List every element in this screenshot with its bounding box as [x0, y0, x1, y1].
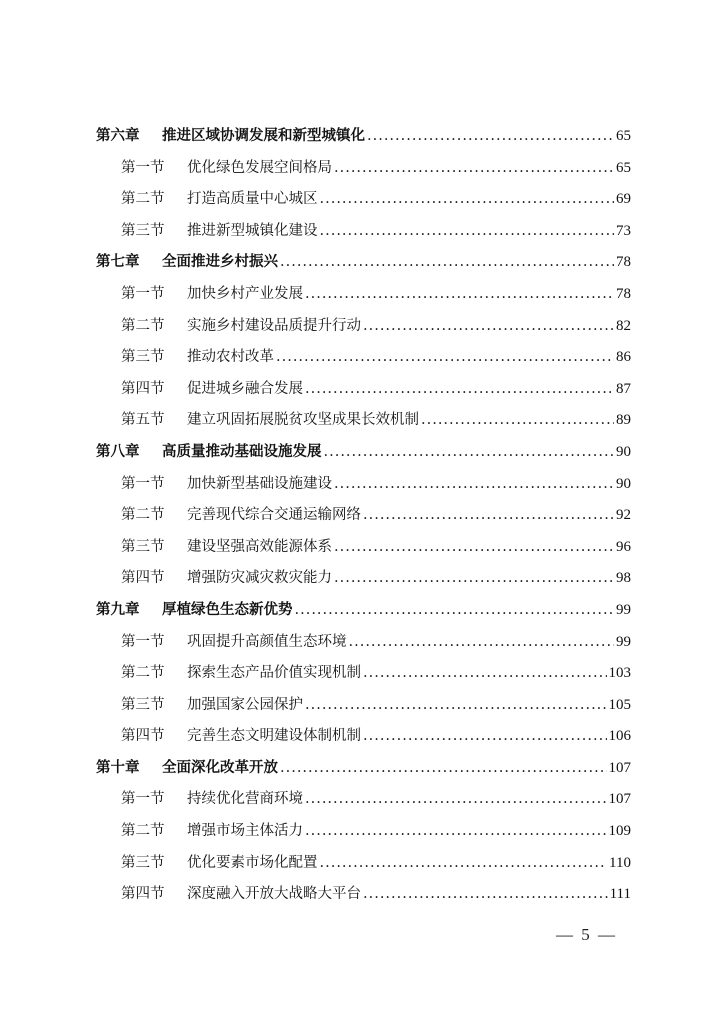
dot-leader: [305, 784, 607, 816]
chapter-title: 高质量推动基础设施发展: [162, 443, 322, 460]
toc-section-row[interactable]: [0, 690, 724, 722]
toc-section-row[interactable]: [0, 279, 724, 311]
dot-leader: [320, 216, 615, 248]
dot-leader: [280, 247, 614, 279]
page-number: 99: [616, 633, 631, 650]
section-title: 完善现代综合交通运输网络: [187, 507, 361, 524]
page-number: 82: [616, 317, 631, 334]
page-number: 103: [608, 665, 631, 682]
dot-leader: [334, 563, 614, 595]
section-title: 增强市场主体活力: [187, 823, 303, 840]
section-number: 第四节: [121, 728, 165, 745]
chapter-number: 第九章: [96, 601, 140, 618]
dot-leader: [320, 848, 608, 880]
page-number: 96: [616, 538, 631, 555]
section-number: 第三节: [121, 854, 165, 871]
dot-leader: [334, 469, 614, 501]
section-title: 实施乡村建设品质提升行动: [187, 317, 361, 334]
dot-leader: [320, 184, 615, 216]
page-number: 98: [616, 570, 631, 587]
section-number: 第三节: [121, 696, 165, 713]
page-number: 92: [616, 507, 631, 524]
dot-leader: [349, 627, 615, 659]
page-number: 107: [608, 791, 631, 808]
section-title: 持续优化营商环境: [187, 791, 303, 808]
toc-chapter-row[interactable]: [0, 121, 724, 153]
section-title: 巩固提升高颜值生态环境: [187, 633, 347, 650]
toc-section-row[interactable]: [0, 627, 724, 659]
toc-section-row[interactable]: [0, 153, 724, 185]
toc-chapter-row[interactable]: [0, 437, 724, 469]
dot-leader: [276, 342, 614, 374]
section-title: 完善生态文明建设体制机制: [187, 728, 361, 745]
section-number: 第二节: [121, 823, 165, 840]
page-number: 65: [616, 128, 631, 144]
section-number: 第四节: [121, 886, 165, 903]
page-number: 109: [608, 823, 631, 840]
dot-leader: [363, 658, 607, 690]
chapter-number: 第十章: [96, 759, 140, 776]
section-title: 推动农村改革: [187, 349, 274, 366]
section-number: 第二节: [121, 317, 165, 334]
toc-section-row[interactable]: [0, 848, 724, 880]
section-title: 优化要素市场化配置: [187, 854, 318, 871]
dot-leader: [324, 437, 615, 469]
dot-leader: [334, 153, 614, 185]
chapter-title: 推进区域协调发展和新型城镇化: [162, 128, 365, 144]
dot-leader: [421, 405, 614, 437]
toc-section-row[interactable]: [0, 816, 724, 848]
dot-leader: [295, 595, 615, 627]
section-title: 加快乡村产业发展: [187, 285, 303, 302]
dot-leader: [305, 279, 614, 311]
page-number: 73: [616, 222, 631, 239]
section-number: 第一节: [121, 159, 165, 176]
page-number: 78: [616, 285, 631, 302]
toc-section-row[interactable]: [0, 311, 724, 343]
section-title: 建设坚强高效能源体系: [187, 538, 332, 555]
dot-leader: [305, 374, 614, 406]
section-number: 第四节: [121, 570, 165, 587]
toc-section-row[interactable]: [0, 721, 724, 753]
section-number: 第三节: [121, 349, 165, 366]
dot-leader: [305, 816, 607, 848]
page-number: 107: [608, 759, 631, 776]
page-number: 111: [609, 886, 631, 903]
toc-chapter-row[interactable]: [0, 595, 724, 627]
dot-leader: [305, 690, 607, 722]
toc-section-row[interactable]: [0, 469, 724, 501]
section-number: 第一节: [121, 633, 165, 650]
page-number: 105: [608, 696, 631, 713]
table-of-contents: [0, 121, 724, 911]
page-number: 106: [608, 728, 631, 745]
dot-leader: [334, 532, 614, 564]
section-title: 推进新型城镇化建设: [187, 222, 318, 239]
section-number: 第一节: [121, 791, 165, 808]
section-title: 深度融入开放大战略大平台: [187, 886, 361, 903]
dot-leader: [363, 500, 614, 532]
chapter-number: 第八章: [96, 443, 140, 460]
section-number: 第一节: [121, 285, 165, 302]
page-number: 90: [616, 475, 631, 492]
page-number: 90: [616, 443, 631, 460]
section-title: 探索生态产品价值实现机制: [187, 665, 361, 682]
toc-section-row[interactable]: [0, 563, 724, 595]
section-title: 增强防灾减灾救灾能力: [187, 570, 332, 587]
section-title: 打造高质量中心城区: [187, 191, 318, 208]
toc-section-row[interactable]: [0, 405, 724, 437]
section-number: 第五节: [121, 412, 165, 429]
page-number: 69: [616, 191, 631, 208]
section-number: 第二节: [121, 507, 165, 524]
section-number: 第二节: [121, 191, 165, 208]
chapter-title: 全面推进乡村振兴: [162, 254, 278, 271]
chapter-number: 第六章: [96, 128, 140, 144]
dot-leader: [363, 311, 614, 343]
toc-chapter-row[interactable]: [0, 753, 724, 785]
section-title: 加快新型基础设施建设: [187, 475, 332, 492]
page-number: 89: [616, 412, 631, 429]
section-number: 第四节: [121, 380, 165, 397]
section-title: 建立巩固拓展脱贫攻坚成果长效机制: [187, 412, 419, 429]
toc-chapter-row[interactable]: [0, 247, 724, 279]
dot-leader: [363, 879, 608, 911]
toc-section-row[interactable]: [0, 342, 724, 374]
page-number: 65: [616, 159, 631, 176]
section-title: 优化绿色发展空间格局: [187, 159, 332, 176]
page-number: 86: [616, 349, 631, 366]
toc-section-row[interactable]: [0, 374, 724, 406]
chapter-title: 厚植绿色生态新优势: [162, 601, 293, 618]
section-number: 第一节: [121, 475, 165, 492]
toc-section-row[interactable]: [0, 500, 724, 532]
chapter-number: 第七章: [96, 254, 140, 271]
page-footer-number: — 5 —: [556, 925, 617, 944]
section-number: 第三节: [121, 538, 165, 555]
toc-section-row[interactable]: [0, 184, 724, 216]
page-number: 78: [616, 254, 631, 271]
dot-leader: [363, 721, 607, 753]
dot-leader: [280, 753, 607, 785]
chapter-title: 全面深化改革开放: [162, 759, 278, 776]
section-title: 促进城乡融合发展: [187, 380, 303, 397]
toc-section-row[interactable]: [0, 784, 724, 816]
section-number: 第三节: [121, 222, 165, 239]
page-number: 87: [616, 380, 631, 397]
toc-section-row[interactable]: [0, 879, 724, 911]
toc-section-row[interactable]: [0, 658, 724, 690]
dot-leader: [367, 121, 614, 153]
toc-section-row[interactable]: [0, 532, 724, 564]
page-number: 110: [609, 854, 631, 871]
toc-section-row[interactable]: [0, 216, 724, 248]
section-title: 加强国家公园保护: [187, 696, 303, 713]
section-number: 第二节: [121, 665, 165, 682]
page-number: 99: [616, 601, 631, 618]
